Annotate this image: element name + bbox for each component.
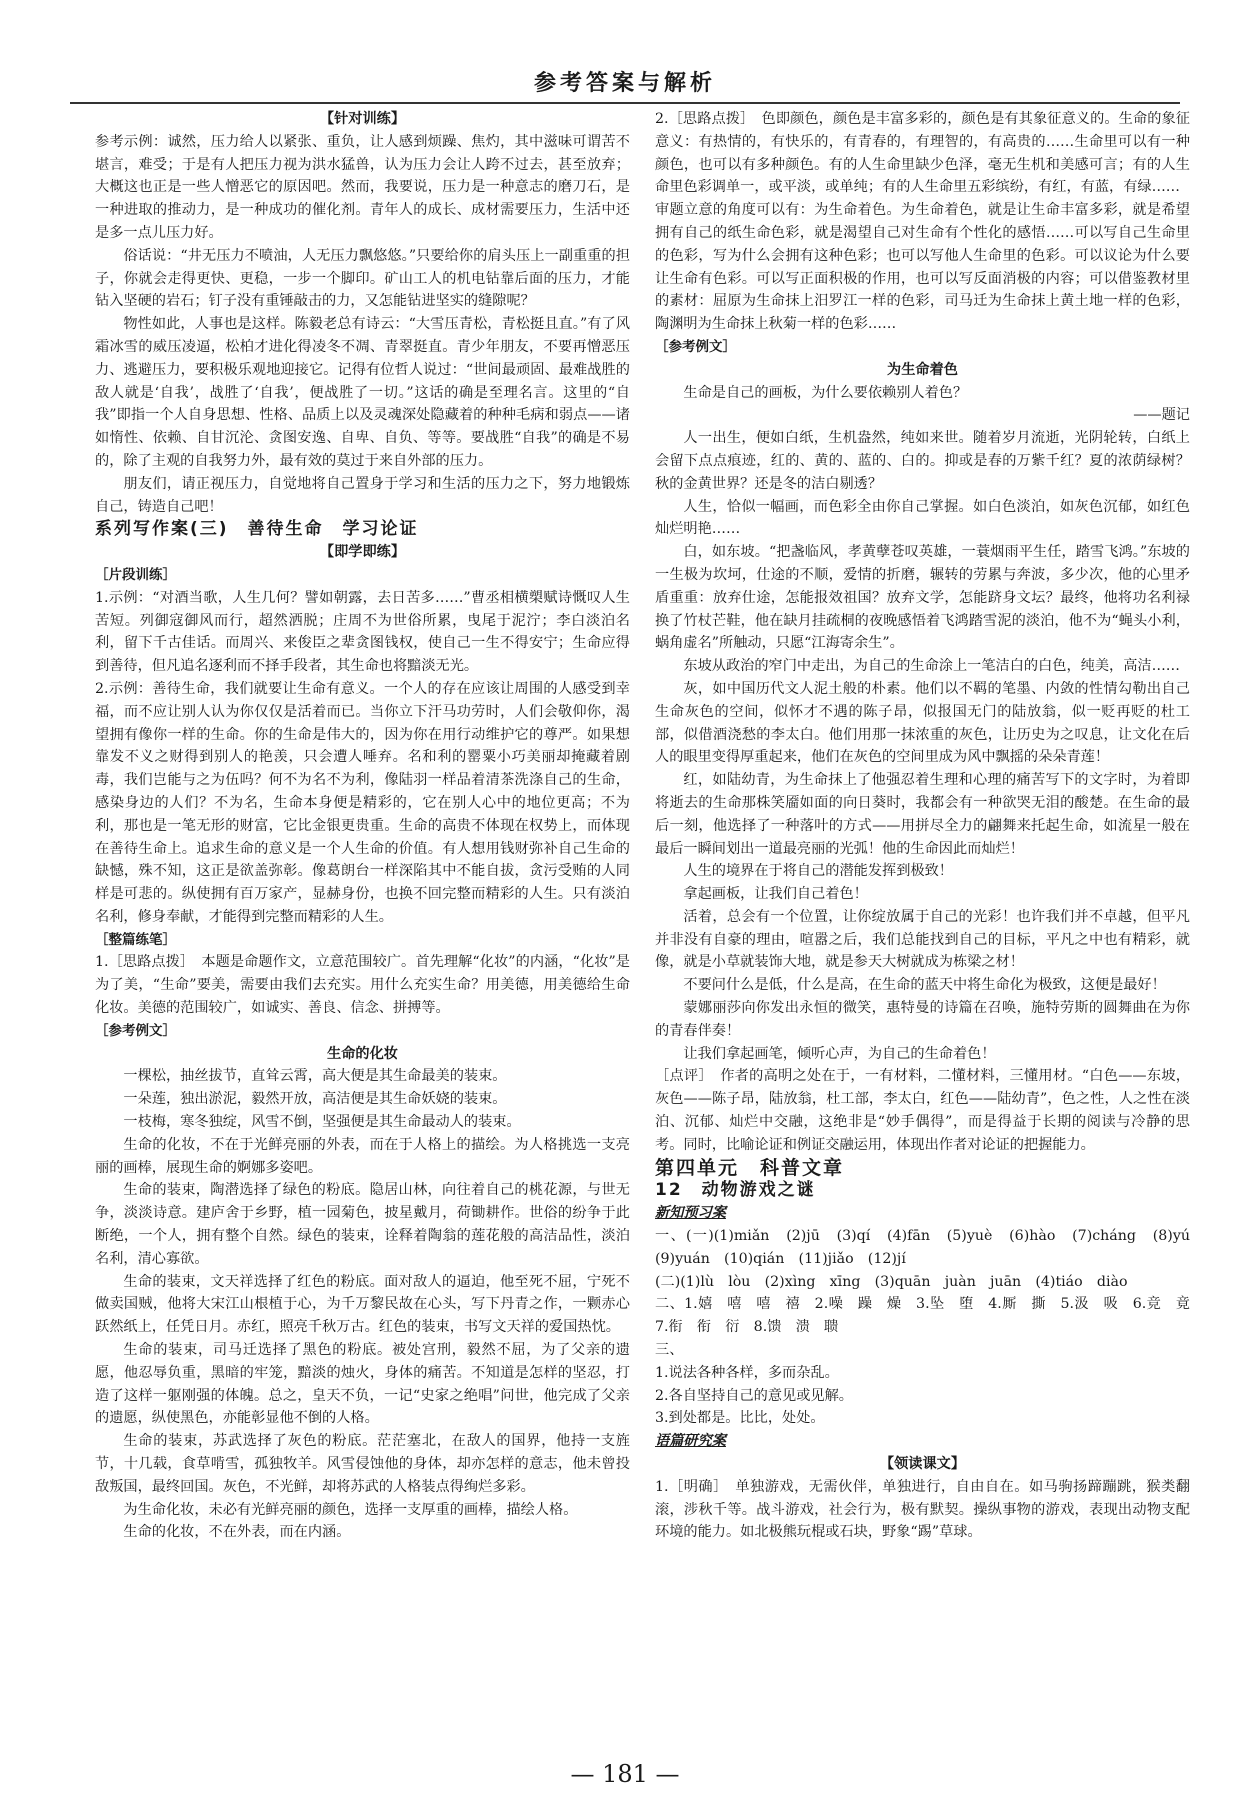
right-paragraph: 让我们拿起画笔，倾听心声，为自己的生命着色！ (683, 1045, 996, 1062)
page-header (70, 64, 1180, 104)
right-paragraph: 三、 (655, 1342, 684, 1359)
right-paragraph: 生命是自己的画板，为什么要依赖别人着色？ (683, 384, 968, 401)
right-paragraph: 1.说法各种各样，多而杂乱。 (655, 1364, 839, 1381)
right-paragraph: 人一出生，便如白纸，生机盎然，纯如来世。随着岁月流逝，光阴轮转，白纸上会留下点点痕迹，红的、黄的、蓝的、白的。抑或是春的万紫千红？夏的浓荫绿树？秋的金黄世界？还是冬的洁白剔透？ (655, 430, 1190, 492)
right-paragraph: 新知预习案 (655, 1205, 726, 1222)
right-paragraph: ［点评］ 作者的高明之处在于，一有材料，二懂材料，三懂用材。“白色——东坡，灰色——陈子昂，陆放翁，杜工部，李太白，红色——陆幼青”，色之性，人之性在淡泊、沉郁、灿烂中交融，这绝非是“妙手偶得”，而是得益于长期的阅读与冷静的思考。同时，比喻论证和例证交融运用，体现出作者对论证的把握能力。 (655, 1068, 1190, 1153)
right-paragraph: 拿起画板，让我们自己着色！ (683, 886, 868, 903)
right-paragraph: 2.各自坚持自己的意见或见解。 (655, 1387, 853, 1404)
right-paragraph: 语篇研究案 (655, 1433, 726, 1450)
right-column (655, 108, 1205, 1748)
right-paragraph: 3.到处都是。比比，处处。 (655, 1410, 825, 1427)
right-paragraph: 审题立意的角度可以有：为生命着色。为生命着色，就是让生命丰富多彩，就是希望拥有自己的纸生命色彩，就是渴望自己对生命有个性化的感悟……可以写自己生命里的色彩，写为什么会拥有这种色彩；也可以写他人生命里的色彩。可以议论为什么要让生命有色彩。可以写正面积极的作用，也可以写反面消极的内容；可以借鉴教材里的素材：屈原为生命抹上汨罗江一样的色彩，司马迁为生命抹上黄土地一样的色彩，陶渊明为生命抹上秋菊一样的色彩…… (655, 202, 1190, 333)
right-paragraph: 第四单元 科普文章 (655, 1156, 845, 1179)
right-paragraph: (二)(1)lù lòu (2)xìng xīng (3)quān juàn juān (4)tiáo diào (655, 1273, 1128, 1290)
right-paragraph: 不要问什么是低，什么是高，在生命的蓝天中将生命化为极致，这便是最好！ (683, 977, 1166, 994)
left-paragraph: 为生命化妆，未必有光鲜亮丽的颜色，选择一支厚重的画棒，描绘人格。 (123, 1501, 578, 1518)
page-number: — 181 — (570, 1760, 680, 1788)
right-paragraph: 白，如东坡。“把盏临风，孝黄孽苍叹英雄，一蓑烟雨平生任，踏雪飞鸿。”东坡的一生极为坎坷，仕途的不顺，爱情的折磨，辗转的劳累与奔波，多少次，他的心里矛盾重重：放弃仕途，怎能报效祖国？放弃文学，怎能跻身文坛？最终，他将功名利禄换了竹杖芒鞋，他在缺月挂疏桐的夜晚感悟着飞鸿踏雪泥的淡泊，他不为“蝇头小利，蜗角虚名”所触动，只愿“江海寄余生”。 (655, 544, 1190, 652)
right-paragraph: ［参考例文］ (655, 338, 736, 355)
left-paragraph: 2.示例：善待生命，我们就要让生命有意义。一个人的存在应该让周围的人感受到幸福，而不应让别人认为你仅仅是活着而已。当你立下汗马功劳时，人们会敬仰你，渴望拥有像你一样的生命。你的生命是伟大的，因为你在用行动维护它的尊严。如果想靠发不义之财得到别人的艳羡，只会遭人唾弃。名和利的罂粟小巧美丽却掩藏着剧毒，我们岂能与之为伍吗？何不为名不为利，像陆羽一样品着清茶洗涤自己的生命，感染身边的人们？不为名，生命本身便是精彩的，它在别人心中的地位更高；不为利，那也是一笔无形的财富，它比金银更贵重。生命的高贵不体现在权势上，而体现在善待生命上。追求生命的意义是一个人生命的价值。有人想用钱财弥补自己生命的缺憾，殊不知，这正是欲盖弥彰。像葛朗台一样深陷其中不能自拔，贪污受贿的人同样是可悲的。纵使拥有百万家产，显赫身份，也换不回完整而精彩的人生。只有淡泊名利，修身奉献，才能得到完整而精彩的人生。 (95, 680, 630, 925)
left-paragraph: 一朵莲，独出淤泥，毅然开放，高洁便是其生命妖娆的装束。 (123, 1091, 507, 1108)
left-paragraph: 生命的化妆，不在外表，而在内涵。 (123, 1524, 351, 1541)
right-paragraph: 人生的境界在于将自己的潜能发挥到极致！ (683, 863, 953, 880)
right-paragraph: 红，如陆幼青，为生命抹上了他强忍着生理和心理的痛苦写下的文字时，为着即将逝去的生命那株笑靥如面的向日葵时，我都会有一种欲哭无泪的酸楚。在生命的最后一刻，他选择了一种落叶的方式——用拼尽全力的翩舞来托起生命，如流星一般在最后一瞬间划出一道最亮丽的光弧！他的生命因此而灿烂！ (655, 772, 1190, 857)
right-paragraph: 活着，总会有一个位置，让你绽放属于自己的光彩！也许我们并不卓越，但平凡并非没有自豪的理由，喧嚣之后，我们总能找到自己的目标，平凡之中也有精彩，就像，就是小草就装饰大地，就是参天大树就成为栋梁之材！ (655, 908, 1190, 971)
header-title: 参考答案与解析 (533, 71, 716, 96)
left-paragraph: 生命的装束，陶潜选择了绿色的粉底。隐居山林，向往着自己的桃花源，与世无争，淡淡诗意。建庐舍于乡野，植一园菊色，披星戴月，荷锄耕作。世俗的纷争于此断绝，一个人，拥有整个自然。绿色的装束，诠释着陶翁的莲花般的高洁品性，淡泊名利，清心寡欲。 (95, 1182, 630, 1267)
right-paragraph: 12 动物游戏之谜 (655, 1180, 816, 1201)
right-paragraph: 2.［思路点拨］ 色即颜色，颜色是丰富多彩的，颜色是有其象征意义的。生命的象征意义：有热情的，有快乐的，有青春的，有理智的，有高贵的……生命里可以有一种颜色，也可以有多种颜色。有的人生命里缺少色泽，毫无生机和美感可言；有的人生命里色彩调单一，或平淡，或单纯；有的人生命里五彩缤纷，有红，有蓝，有绿…… (655, 111, 1190, 196)
left-paragraph: 一棵松，抽丝拔节，直耸云霄，高大便是其生命最美的装束。 (123, 1068, 507, 1085)
right-paragraph: 1.［明确］ 单独游戏，无需伙伴，单独进行，自由自在。如马驹扬蹄蹦跳，猴类翻滚，涉秋千等。战斗游戏，社会行为，极有默契。操纵事物的游戏，表现出动物支配环境的能力。如北极熊玩棍或石块，野象“踢”草球。 (655, 1478, 1190, 1541)
left-paragraph: 参考示例：诚然，压力给人以紧张、重负，让人感到烦躁、焦灼，其中滋味可谓苦不堪言，难受；于是有人把压力视为洪水猛兽，认为压力会让人跨不过去，甚至放弃；大概这也正是一些人憎恶它的原因吧。然而，我要说，压力是一种意志的磨刀石，是一种进取的推动力，是一种成功的催化剂。青年人的成长、成材需要压力，生活中还是多一点儿压力好。 (95, 133, 630, 241)
left-paragraph: 生命的装束，文天祥选择了红色的粉底。面对敌人的逼迫，他至死不屈，宁死不做卖国贼，他将大宋江山根植于心，为千万黎民故在心头，写下丹青之作，一颗赤心跃然纸上，任凭日月。赤红，照亮千秋万古。红色的装束，书写文天祥的爱国热忱。 (95, 1273, 630, 1336)
left-paragraph: 俗话说：“井无压力不喷油，人无压力飘悠悠。”只要给你的肩头压上一副重重的担子，你就会走得更快、更稳，一步一个脚印。矿山工人的机电钻靠后面的压力，才能钻入坚硬的岩石；钉子没有重锤敲击的力，又怎能钻进坚实的缝隙呢？ (95, 247, 630, 310)
left-paragraph: 生命的装束，司马迁选择了黑色的粉底。被处宫刑，毅然不屈，为了父亲的遗愿，他忍辱负重，黑暗的牢笼，黯淡的烛火，身体的痛苦。不知道是怎样的坚忍，打造了这样一躯刚强的体魄。总之，皇天不负，一记“史家之绝唱”问世，他完成了父亲的遗愿，纵使黑色，亦能彰显他不倒的人格。 (95, 1342, 630, 1427)
right-paragraph: 一、(一)(1)miǎn (2)jū (3)qí (4)fān (5)yuè (6)hào (7)cháng (8)yú (9)yuán (10)qián (11)jiǎo (12)jí (655, 1228, 1205, 1267)
left-paragraph: ［参考例文］ (95, 1022, 176, 1039)
left-paragraph: 一枝梅，寒冬独绽，风雪不倒，坚强便是其生命最动人的装束。 (123, 1114, 521, 1131)
left-paragraph: 1.［思路点拨］ 本题是命题作文，立意范围较广。首先理解“化妆”的内涵，“化妆”是为了美，“生命”要美，需要由我们去充实。用什么充实生命？用美德，用美德给生命化妆。美德的范围较广，如诚实、善良、信念、拼搏等。 (95, 954, 630, 1017)
left-column (95, 108, 630, 1748)
left-paragraph: 生命的化妆 (327, 1045, 398, 1062)
header-rule (70, 102, 1180, 104)
left-paragraph: 系列写作案(三) 善待生命 学习论证 (95, 519, 419, 540)
left-paragraph: 【针对训练】 (319, 111, 406, 127)
right-paragraph: 蒙娜丽莎向你发出永恒的微笑，惠特曼的诗篇在召唤，施特劳斯的圆舞曲在为你的青春伴奏！ (655, 1000, 1190, 1039)
right-paragraph: 灰，如中国历代文人泥土般的朴素。他们以不羁的笔墨、内敛的性情勾勒出自己生命灰色的空间，似怀才不遇的陈子昂，似报国无门的陆放翁，似一贬再贬的杜工部，似借酒浇愁的李太白。他们用那一抹浓重的灰色，让历史为之叹息，让文化在后人的眼里变得厚重起来，他们在灰色的空间里成为风中飘摇的朵朵青莲！ (655, 680, 1190, 766)
left-paragraph: 朋友们，请正视压力，自觉地将自己置身于学习和生活的压力之下，努力地锻炼自己，铸造自己吧！ (95, 475, 630, 515)
left-paragraph: 生命的装束，苏武选择了灰色的粉底。茫茫塞北，在敌人的国界，他持一支旌节，十几载，食草啃雪，孤独牧羊。风雪侵蚀他的身体，却亦怎样的意志，他未曾投敌叛国，最终回国。灰色，不光鲜，却将苏武的人格装点得绚烂多彩。 (95, 1433, 630, 1495)
left-paragraph: 【即学即练】 (319, 544, 406, 561)
left-paragraph: 生命的化妆，不在于光鲜亮丽的外表，而在于人格上的描绘。为人格挑选一支亮丽的画棒，展现生命的婀娜多姿吧。 (95, 1136, 630, 1176)
right-paragraph: 东坡从政治的窄门中走出，为自己的生命涂上一笔洁白的白色，纯美，高洁…… (683, 658, 1180, 675)
right-paragraph: 【领读课文】 (879, 1456, 966, 1473)
right-paragraph: 人生，恰似一幅画，而色彩全由你自己掌握。如白色淡泊，如灰色沉郁，如红色灿烂明艳…… (655, 498, 1190, 538)
left-paragraph: ［整篇练笔］ (95, 931, 176, 948)
left-paragraph: ［片段训练］ (95, 566, 176, 583)
left-paragraph: 物性如此，人事也是这样。陈毅老总有诗云：“大雪压青松，青松挺且直。”有了风霜冰雪的威压凌逼，松柏才进化得凌冬不凋、青翠挺直。青少年朋友，不要再憎恶压力、逃避压力，要积极乐观地迎接它。记得有位哲人说过：“世间最顽固、最难战胜的敌人就是‘自我’，战胜了‘自我’，便战胜了一切。”这话的确是至理名言。这里的“自我”即指一个人自身思想、性格、品质上以及灵魂深处隐藏着的种种毛病和弱点——诸如惰性、依赖、自甘沉沦、贪图安逸、自卑、自负、等等。要战胜“自我”的确是不易的，除了主观的自我努力外，最有效的莫过于来自外部的压力。 (95, 316, 630, 469)
right-paragraph: 二、1.嬉 嘻 嘻 禧 2.噪 躁 燥 3.坠 堕 4.厮 撕 5.汲 吸 6.竞 竟 7.衔 衔 衍 8.馈 溃 聩 (655, 1296, 1205, 1336)
left-paragraph: 1.示例：“对酒当歌，人生几何？譬如朝露，去日苦多……”曹丞相横槊赋诗慨叹人生苦短。列御寇御风而行，超然洒脱；庄周不为世俗所累，曳尾于泥泞；李白淡泊名利，留下千古佳话。而周兴、来俊臣之辈贪图钱权，使自己一生不得安宁；生命应得到善待，但凡追名逐利而不择手段者，其生命也将黯淡无光。 (95, 589, 630, 675)
right-paragraph: ——题记 (1133, 407, 1190, 424)
right-paragraph: 为生命着色 (887, 361, 958, 378)
